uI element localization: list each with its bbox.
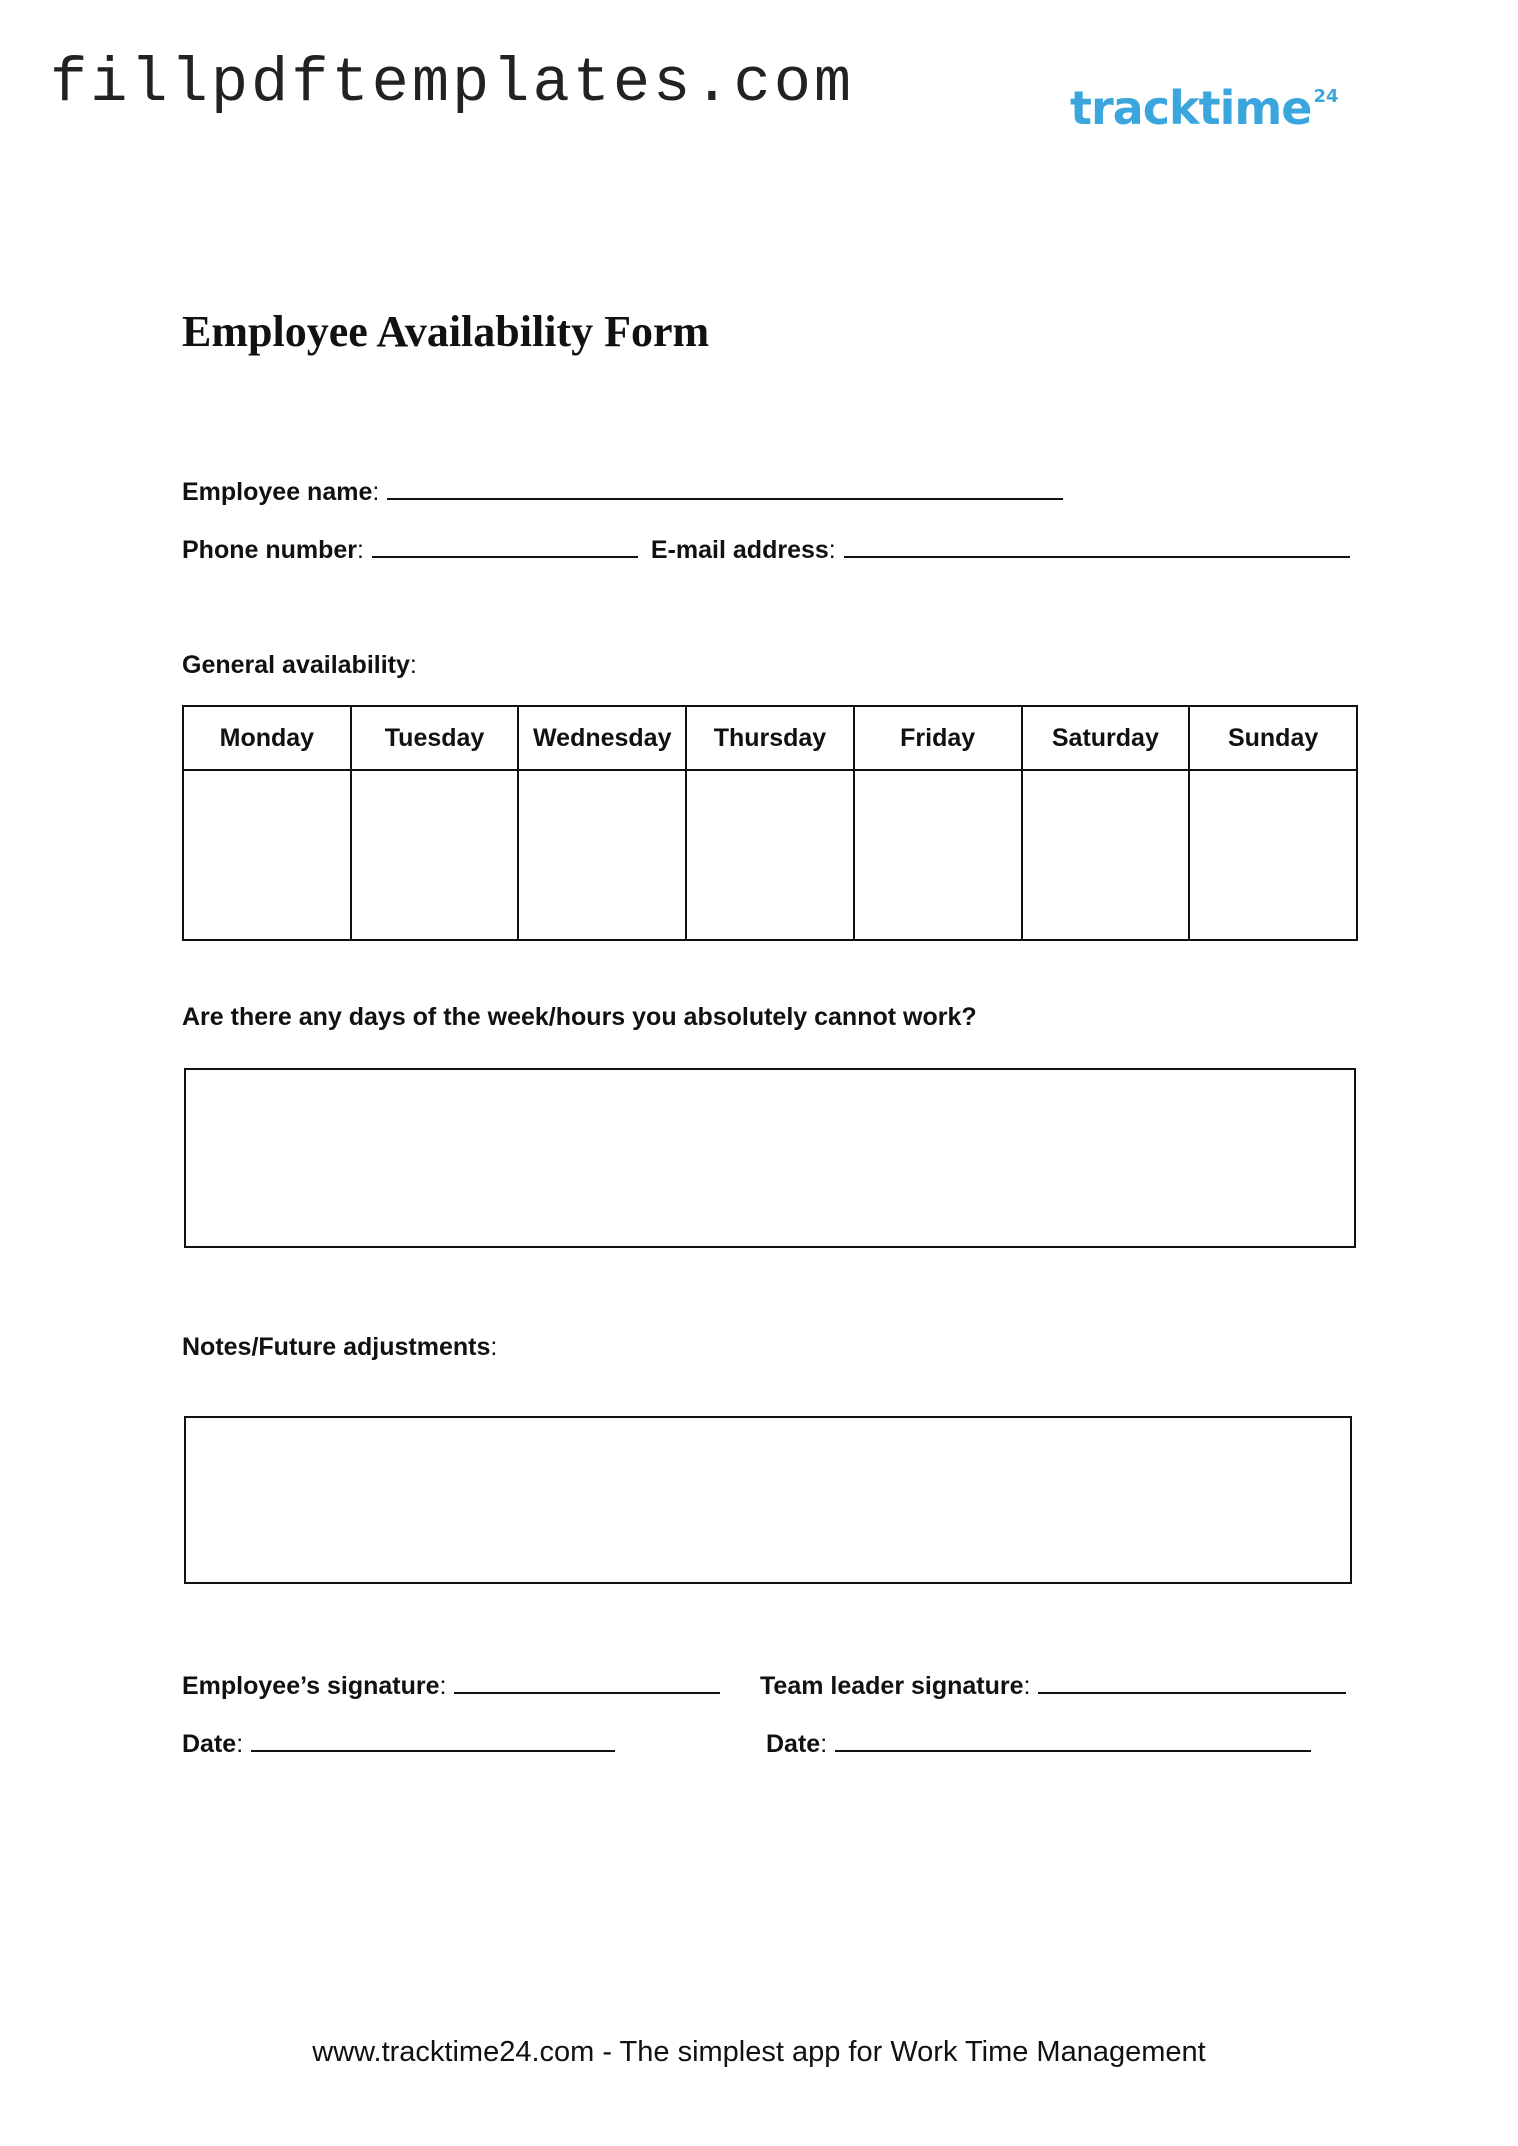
phone-number-label: Phone number xyxy=(182,536,358,564)
day-header-friday: Friday xyxy=(854,706,1022,770)
colon: : xyxy=(490,1333,498,1361)
day-header-wednesday: Wednesday xyxy=(518,706,686,770)
cannot-work-question-text: Are there any days of the week/hours you absolutely cannot work? xyxy=(182,1003,977,1031)
page-title: Employee Availability Form xyxy=(182,307,710,356)
cannot-work-question xyxy=(182,1002,977,1032)
notes-heading xyxy=(182,1332,497,1362)
employee-signature-field[interactable] xyxy=(454,1670,720,1694)
colon: : xyxy=(236,1730,244,1758)
availability-cell-tuesday[interactable] xyxy=(351,770,519,940)
employee-signature-label: Employee’s signature xyxy=(182,1672,440,1700)
tracktime-logo xyxy=(1070,82,1339,134)
email-address-field[interactable] xyxy=(844,534,1350,558)
colon: : xyxy=(357,536,364,564)
logo-text: tracktime xyxy=(1070,81,1312,135)
employee-date-field[interactable] xyxy=(251,1728,615,1752)
employee-name-label: Employee name xyxy=(182,478,373,506)
team-leader-signature-label: Team leader signature xyxy=(760,1672,1024,1700)
email-address-label: E-mail address xyxy=(650,536,829,564)
footer-text: www.tracktime24.com - The simplest app for Work Time Management xyxy=(312,2036,1206,2068)
team-leader-signature-row xyxy=(760,1670,1346,1701)
employee-date-label: Date xyxy=(182,1730,237,1758)
day-header-tuesday: Tuesday xyxy=(351,706,519,770)
day-header-thursday: Thursday xyxy=(686,706,854,770)
day-header-saturday: Saturday xyxy=(1022,706,1190,770)
cannot-work-textarea[interactable] xyxy=(184,1068,1356,1248)
employee-date-row xyxy=(182,1728,615,1759)
colon: : xyxy=(820,1730,828,1758)
day-header-sunday: Sunday xyxy=(1189,706,1357,770)
general-availability-heading xyxy=(182,650,417,680)
availability-cell-thursday[interactable] xyxy=(686,770,854,940)
day-header-monday: Monday xyxy=(183,706,351,770)
team-leader-signature-field[interactable] xyxy=(1038,1670,1346,1694)
notes-label: Notes/Future adjustments xyxy=(182,1333,491,1361)
availability-cell-wednesday[interactable] xyxy=(518,770,686,940)
colon: : xyxy=(409,651,417,679)
watermark-text: fillpdftemplates.com xyxy=(50,48,855,119)
availability-cell-saturday[interactable] xyxy=(1022,770,1190,940)
contact-row xyxy=(182,534,1350,565)
team-leader-date-label: Date xyxy=(766,1730,821,1758)
availability-cell-sunday[interactable] xyxy=(1189,770,1357,940)
availability-cell-monday[interactable] xyxy=(183,770,351,940)
team-leader-date-row xyxy=(766,1728,1311,1759)
employee-name-row xyxy=(182,476,1063,507)
availability-input-row xyxy=(183,770,1357,940)
team-leader-date-field[interactable] xyxy=(835,1728,1311,1752)
employee-name-field[interactable] xyxy=(387,476,1063,500)
colon: : xyxy=(439,1672,447,1700)
general-availability-label: General availability xyxy=(182,651,410,679)
phone-number-field[interactable] xyxy=(372,534,638,558)
colon: : xyxy=(1023,1672,1031,1700)
notes-textarea[interactable] xyxy=(184,1416,1352,1584)
colon: : xyxy=(372,478,380,506)
availability-table xyxy=(182,705,1358,941)
logo-superscript: 24 xyxy=(1313,86,1339,107)
employee-signature-row xyxy=(182,1670,720,1701)
day-header-row xyxy=(183,706,1357,770)
colon: : xyxy=(828,536,836,564)
availability-cell-friday[interactable] xyxy=(854,770,1022,940)
